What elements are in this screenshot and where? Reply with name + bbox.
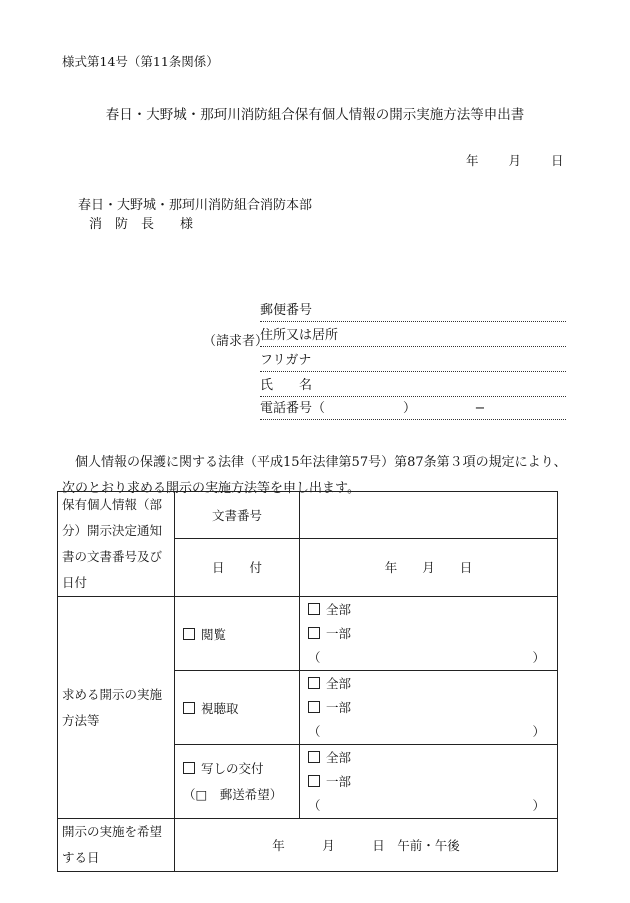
phone-label: 電話番号（ ） − [260, 401, 486, 416]
method-listen-checkbox[interactable] [183, 702, 195, 714]
method-label: 求める開示の実施方法等 [58, 597, 175, 819]
date-label: 日 付 [175, 538, 300, 596]
name-field[interactable] [260, 378, 566, 397]
method-listen-options [300, 671, 558, 745]
document-title: 春日・大野城・那珂川消防組合保有個人情報の開示実施方法等申出書 [105, 107, 525, 123]
copy-all-option[interactable] [300, 746, 557, 770]
checkbox[interactable] [308, 677, 320, 689]
listen-note-field[interactable] [300, 720, 557, 744]
address-field[interactable] [260, 328, 566, 347]
method-listen-label: 視聴取 [201, 700, 239, 716]
checkbox[interactable] [308, 751, 320, 763]
address-label: 住所又は居所 [260, 328, 339, 343]
method-copy[interactable] [175, 745, 300, 819]
method-view-checkbox[interactable] [183, 628, 195, 640]
submission-date [466, 151, 564, 169]
view-all-option[interactable] [300, 598, 557, 622]
paren-open: （ [308, 723, 321, 739]
method-copy-options [300, 745, 558, 819]
listen-all-option[interactable] [300, 672, 557, 696]
paren-close: ） [532, 723, 545, 739]
option-label: 全部 [326, 749, 352, 765]
doc-number-label: 文書番号 [175, 492, 300, 539]
postal-code-field[interactable] [260, 303, 566, 322]
postal-code-label: 郵便番号 [260, 303, 313, 318]
paren-close: ） [532, 797, 545, 813]
notice-label: 保有個人情報（部分）開示決定通知書の文書番号及び日付 [58, 492, 175, 597]
addressee-org: 春日・大野城・那珂川消防組合消防本部 [78, 198, 313, 213]
checkbox[interactable] [308, 701, 320, 713]
desired-date-value: 年 月 日 午前・午後 [272, 838, 460, 853]
form-number: 様式第14号（第11条関係） [62, 54, 219, 69]
statement-text: 個人情報の保護に関する法律（平成15年法律第57号）第87条第３項の規定により、次のとおり求める開示の実施方法等を申し出ます。 [62, 455, 567, 496]
method-view[interactable] [175, 597, 300, 671]
checkbox[interactable] [308, 603, 320, 615]
view-note-field[interactable] [300, 646, 557, 670]
date-day: 日 [551, 153, 564, 168]
listen-part-option[interactable] [300, 696, 557, 720]
option-label: 全部 [326, 675, 352, 691]
method-copy-label: 写しの交付 [201, 760, 264, 776]
option-label: 全部 [326, 601, 352, 617]
checkbox[interactable] [308, 627, 320, 639]
checkbox[interactable] [308, 775, 320, 787]
notice-date-input[interactable] [300, 538, 558, 596]
desired-date-label: 開示の実施を希望する日 [58, 819, 175, 872]
method-view-options [300, 597, 558, 671]
method-copy-checkbox[interactable] [183, 762, 195, 774]
paren-open: （ [308, 797, 321, 813]
option-label: 一部 [326, 773, 352, 789]
doc-number-input[interactable] [300, 492, 558, 539]
furigana-field[interactable] [260, 353, 566, 372]
name-label: 氏 名 [260, 378, 313, 393]
paren-open: （ [308, 649, 321, 665]
date-month: 月 [508, 153, 522, 168]
date-year: 年 [466, 153, 479, 168]
addressee-position: 消 防 長 様 [89, 217, 194, 232]
option-label: 一部 [326, 699, 352, 715]
notice-date-value: 年 月 日 [384, 560, 473, 576]
method-listen[interactable] [175, 671, 300, 745]
requester-label: （請求者） [203, 334, 269, 349]
desired-date-input[interactable] [175, 819, 558, 872]
furigana-label: フリガナ [260, 353, 312, 368]
copy-note-field[interactable] [300, 794, 557, 818]
request-table [57, 491, 558, 872]
option-label: 一部 [326, 625, 352, 641]
method-view-label: 閲覧 [201, 626, 227, 642]
paren-close: ） [532, 649, 545, 665]
view-part-option[interactable] [300, 622, 557, 646]
mail-request-option[interactable]: （□ 郵送希望） [183, 786, 283, 802]
phone-field[interactable] [260, 401, 566, 420]
copy-part-option[interactable] [300, 770, 557, 794]
